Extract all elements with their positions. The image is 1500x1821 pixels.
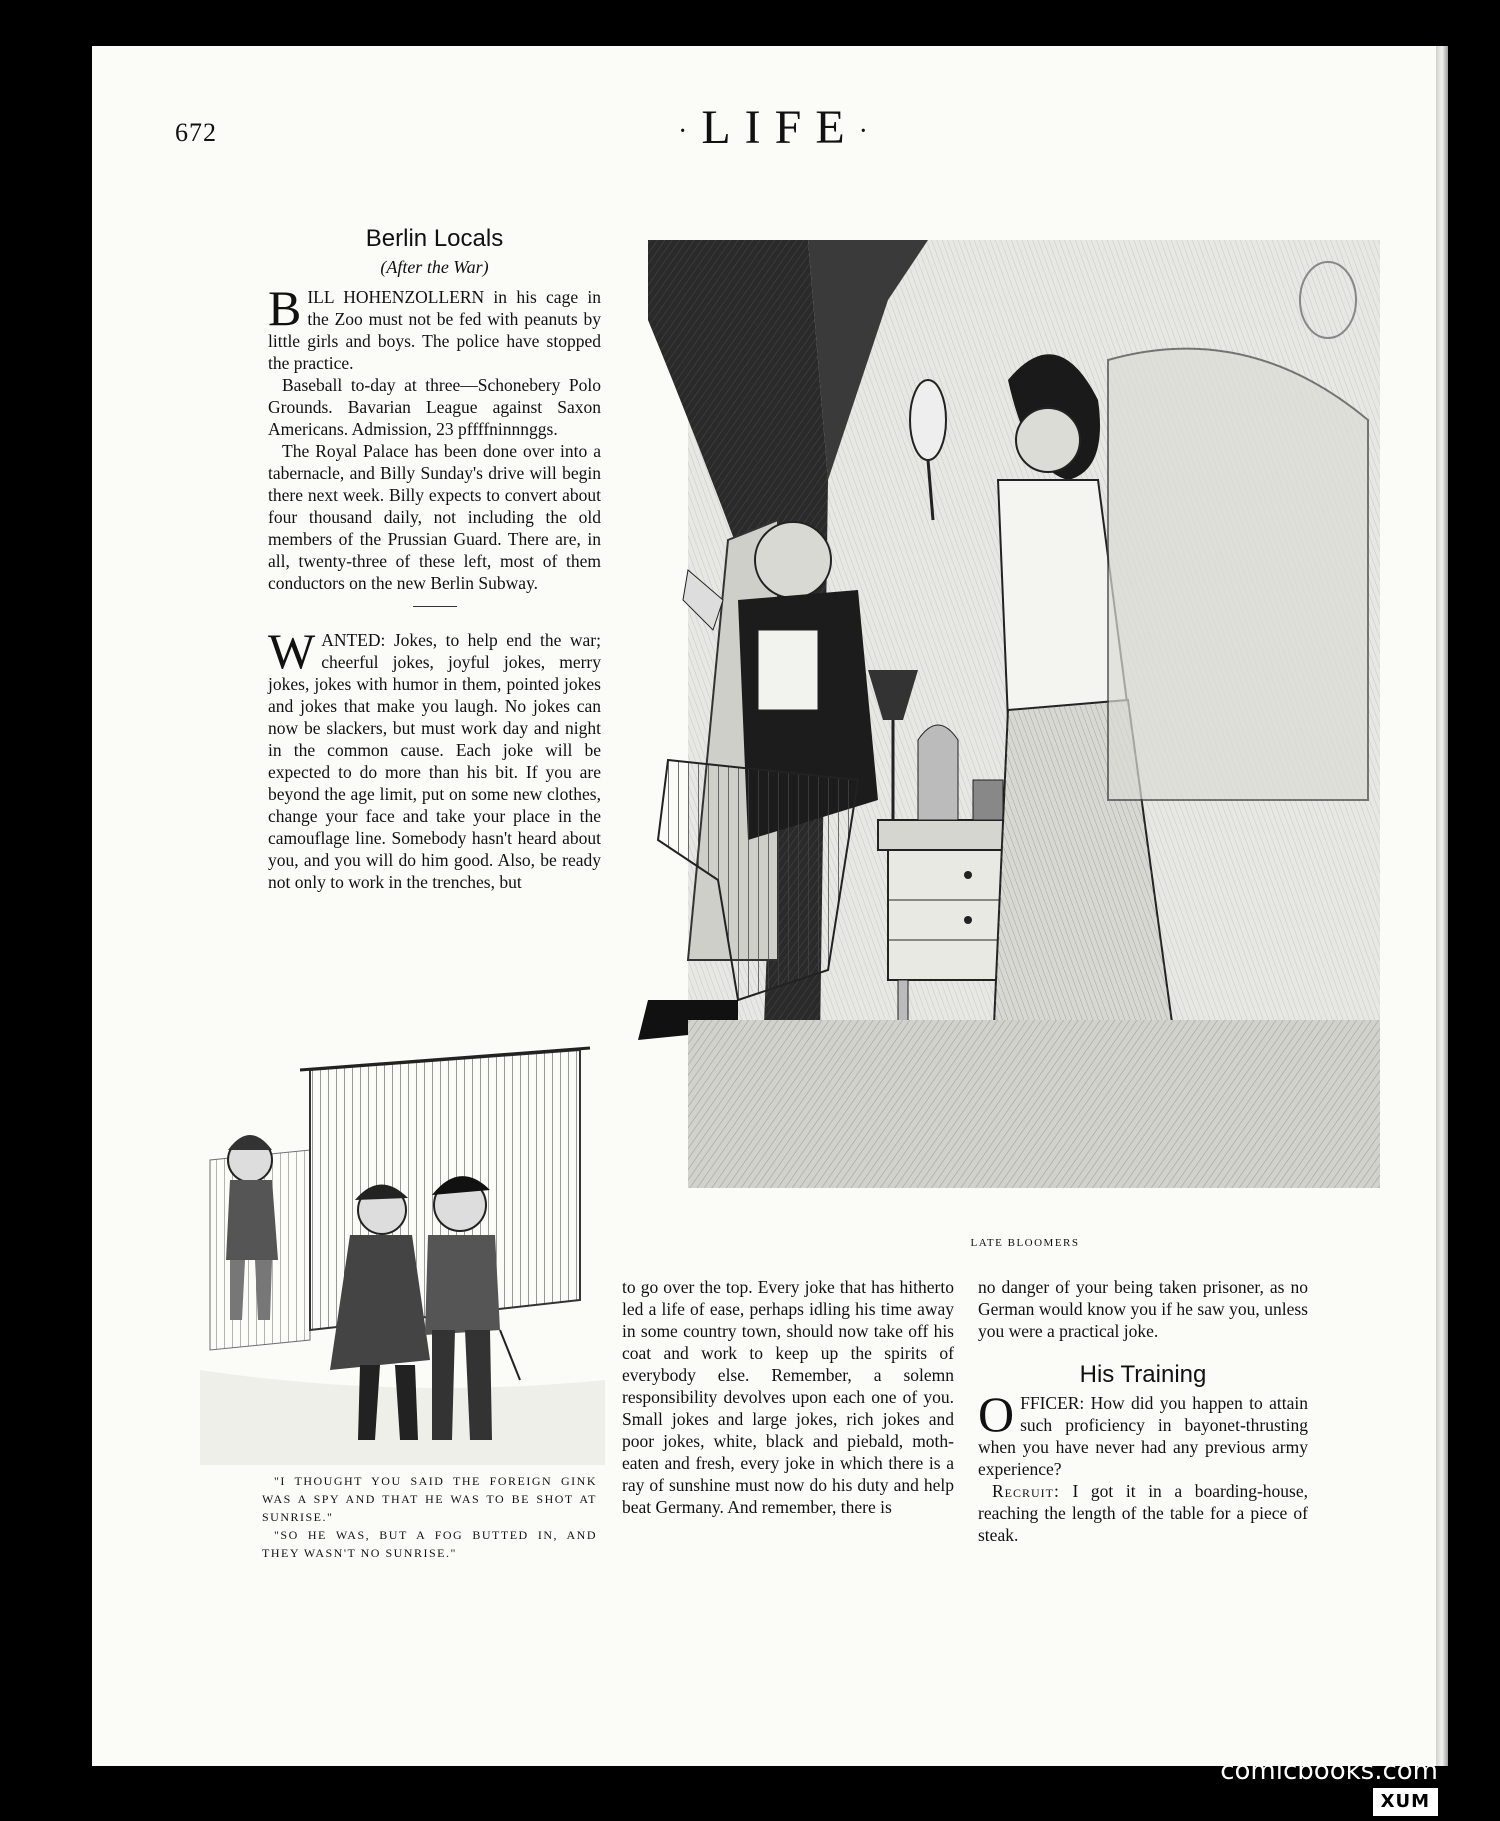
article-subtitle: (After the War) <box>380 257 489 277</box>
article-title: Berlin Locals <box>365 225 504 252</box>
masthead-title: LIFE <box>701 101 859 154</box>
masthead: ·LIFE· <box>678 101 882 154</box>
paragraph: The Royal Palace has been done over into a tabernacle, and Billy Sunday's drive will begin there next week. Billy expects to convert about four thousand daily, not including the old members of the Prussian Guard. There are, in all, twenty-three of these left, most of them conductors on the new Berlin Subway. <box>268 441 601 593</box>
paragraph: WANTED: Jokes, to help end the war; cheerful jokes, joyful jokes, merry jokes, jokes with humor in them, pointed jokes and jokes that make you laugh. No jokes can now be slackers, but must work day and night in the common cause. Each joke will be expected to do more than his bit. If you are beyond the age limit, put on some new clothes, change your face and take your place in the camouflage line. Somebody hasn't heard about you, and you will do him good. Also, be ready not only to work in the trenches, but <box>268 623 601 892</box>
caption-line: "SO HE WAS, BUT A FOG BUTTED IN, AND THEY WASN'T NO SUNRISE." <box>262 1528 597 1560</box>
late-bloomers-illustration <box>628 240 1380 1188</box>
paragraph: OFFICER: How did you happen to attain such proficiency in bayonet-thrusting when you have never had any previous army experience? <box>978 1386 1308 1479</box>
paragraph: no danger of your being taken prisoner, as no German would know you if he saw you, unless you were a practical joke. <box>978 1277 1308 1341</box>
section-divider <box>413 606 457 607</box>
article-title: His Training <box>1079 1361 1207 1388</box>
paragraph: to go over the top. Every joke that has hitherto led a life of ease, perhaps idling his time away in some country town, should now take off his coat and work to keep up the spirits of everybody else. Remember, a solemn responsibility devolves upon each one of you. Small jokes and large jokes, rich jokes and poor jokes, white, black and piebald, moth-eaten and fresh, every joke in which there is a ray of sunshine must now do his duty and help beat Germany. And remember, there is <box>622 1277 954 1517</box>
illustration-caption: LATE BLOOMERS <box>970 1237 1080 1249</box>
paragraph: Recruit: I got it in a boarding-house, reaching the length of the table for a piece of steak. <box>978 1481 1309 1545</box>
drop-cap: B <box>268 280 302 336</box>
paragraph: BILL HOHENZOLLERN in his cage in the Zoo must not be fed with peanuts by little girls and boys. The police have stopped the practice. <box>268 280 601 373</box>
scan-border <box>1448 46 1500 1766</box>
column-left-text <box>268 225 601 893</box>
boys-illustration <box>200 1040 605 1465</box>
column-right-text <box>978 1276 1308 1546</box>
speaker-label: Recruit: <box>992 1481 1060 1501</box>
facing-page-edge <box>1436 46 1448 1766</box>
boys-drawing <box>200 1040 605 1465</box>
column-middle-text <box>622 1276 954 1518</box>
watermark-site: comicbooks.com <box>1220 1756 1438 1786</box>
drop-cap: O <box>978 1386 1015 1442</box>
illustration-drawing <box>628 240 1380 1188</box>
watermark <box>1220 1757 1438 1816</box>
paragraph: Baseball to-day at three—Schonebery Polo Grounds. Bavarian League against Saxon Americans. Admission, 23 pffffninnnggs. <box>268 375 601 439</box>
caption-line: "I THOUGHT YOU SAID THE FOREIGN GINK WAS A SPY AND THAT HE WAS TO BE SHOT AT SUNRISE." <box>262 1474 597 1524</box>
page-number: 672 <box>175 118 217 147</box>
drop-cap: W <box>268 623 316 679</box>
boys-caption <box>262 1472 597 1562</box>
watermark-tag: XUM <box>1373 1788 1438 1816</box>
